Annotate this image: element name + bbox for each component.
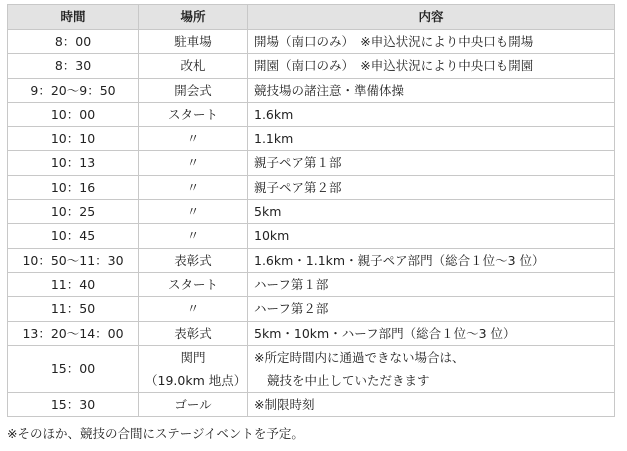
time-cell: 11：50 [8, 297, 139, 321]
time-cell: 10：50〜11：30 [8, 248, 139, 272]
content-cell: 競技場の諸注意・準備体操 [248, 78, 615, 102]
content-cell: 1.1km [248, 127, 615, 151]
place-cell: スタート [139, 102, 248, 126]
place-cell: スタート [139, 272, 248, 296]
content-cell: 5km・10km・ハーフ部門（総合１位〜3 位） [248, 321, 615, 345]
content-cell: 1.6km [248, 102, 615, 126]
time-cell: 8：30 [8, 54, 139, 78]
time-cell: 10：10 [8, 127, 139, 151]
table-row [8, 248, 615, 272]
table-row [8, 200, 615, 224]
place-cell: 〃 [139, 151, 248, 175]
content-line-1: ※所定時間内に通過できない場合は、 [254, 349, 465, 365]
time-cell: 10：45 [8, 224, 139, 248]
table-row [8, 30, 615, 54]
header-content: 内容 [248, 5, 615, 30]
place-cell: 開会式 [139, 78, 248, 102]
table-row [8, 78, 615, 102]
table-row [8, 54, 615, 78]
place-cell: 改札 [139, 54, 248, 78]
place-cell: ゴール [139, 392, 248, 416]
table-row [8, 392, 615, 416]
place-cell: 駐車場 [139, 30, 248, 54]
place-cell: 表彰式 [139, 248, 248, 272]
content-cell: 開園（南口のみ） ※申込状況により中央口も開園 [248, 54, 615, 78]
place-cell: 〃 [139, 224, 248, 248]
time-cell: 10：13 [8, 151, 139, 175]
table-row [8, 127, 615, 151]
table-row [8, 272, 615, 296]
time-cell: 9：20〜9：50 [8, 78, 139, 102]
place-cell: 〃 [139, 200, 248, 224]
time-cell: 10：16 [8, 175, 139, 199]
content-cell: 5km [248, 200, 615, 224]
content-cell: 親子ペア第２部 [248, 175, 615, 199]
table-row [8, 297, 615, 321]
table-row [8, 175, 615, 199]
time-cell: 13：20〜14：00 [8, 321, 139, 345]
time-cell: 8：00 [8, 30, 139, 54]
content-cell [248, 345, 615, 392]
content-cell: ハーフ第１部 [248, 272, 615, 296]
table-row [8, 151, 615, 175]
time-cell: 15：30 [8, 392, 139, 416]
place-cell: 〃 [139, 175, 248, 199]
place-cell: 表彰式 [139, 321, 248, 345]
header-row [8, 5, 615, 30]
time-cell: 15：00 [8, 345, 139, 392]
content-cell: 1.6km・1.1km・親子ペア部門（総合１位〜3 位） [248, 248, 615, 272]
place-cell: 〃 [139, 297, 248, 321]
content-cell: 親子ペア第１部 [248, 151, 615, 175]
time-cell: 10：00 [8, 102, 139, 126]
place-cell [139, 345, 248, 392]
table-row [8, 224, 615, 248]
content-line-2: 競技を中止していただきます [267, 372, 430, 388]
content-cell: 10km [248, 224, 615, 248]
time-cell: 10：25 [8, 200, 139, 224]
content-cell: ※制限時刻 [248, 392, 615, 416]
content-cell: 開場（南口のみ） ※申込状況により中央口も開場 [248, 30, 615, 54]
header-place: 場所 [139, 5, 248, 30]
schedule-table [7, 4, 615, 417]
table-row [8, 345, 615, 392]
place-cell: 〃 [139, 127, 248, 151]
place-line-2: （19.0km 地点） [145, 372, 247, 388]
footnote: ※そのほか、競技の合間にステージイベントを予定。 [7, 426, 304, 441]
header-time: 時間 [8, 5, 139, 30]
table-row [8, 321, 615, 345]
time-cell: 11：40 [8, 272, 139, 296]
place-line-1: 関門 [180, 349, 206, 365]
content-cell: ハーフ第２部 [248, 297, 615, 321]
table-row [8, 102, 615, 126]
